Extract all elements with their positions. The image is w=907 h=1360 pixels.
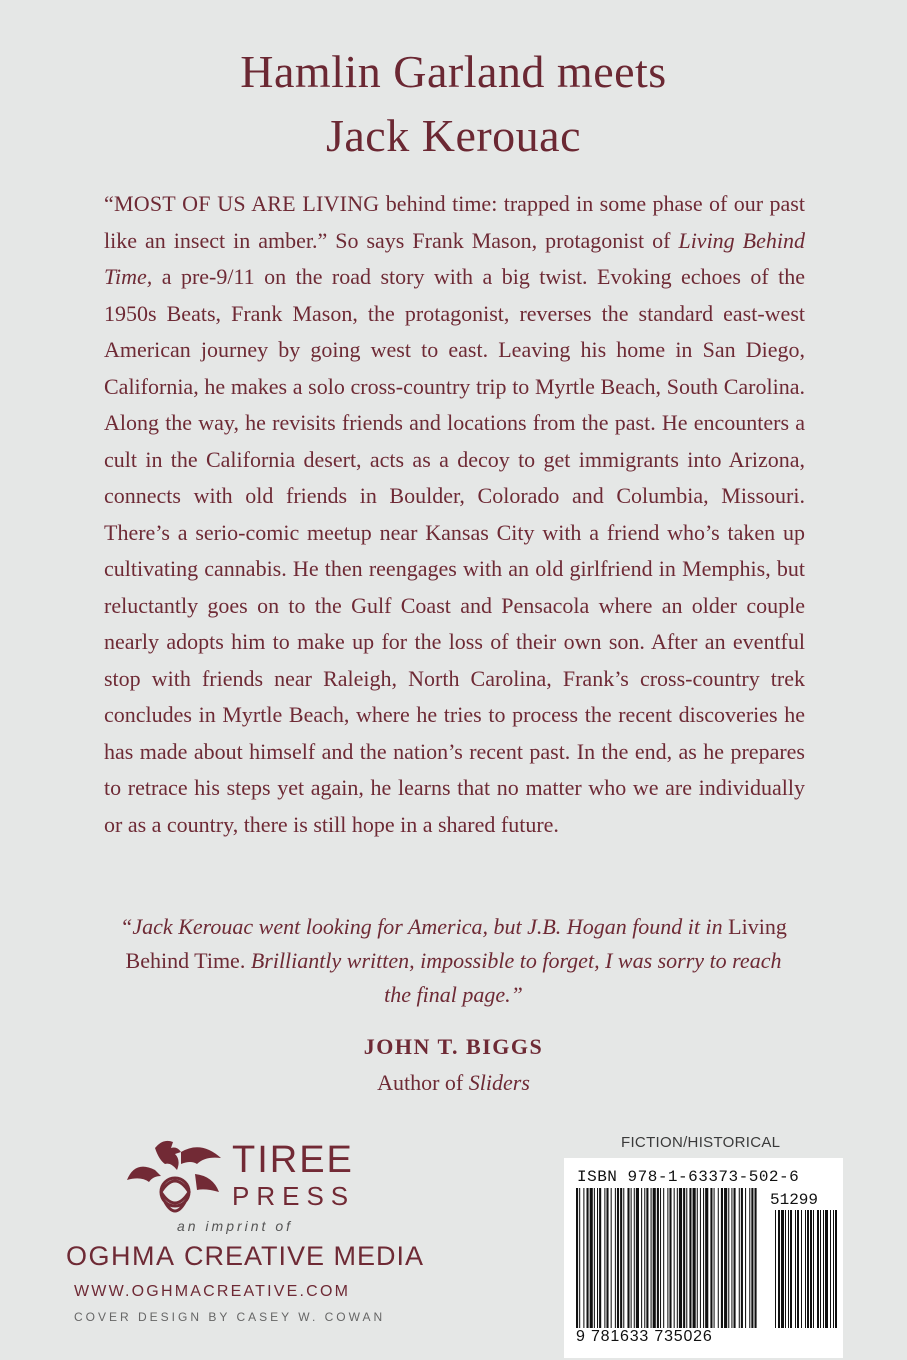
barcode-bar [617, 1188, 619, 1328]
isbn-barcode [564, 1158, 843, 1358]
barcode-bar [590, 1188, 593, 1328]
blurb-text-part-1: behind time: trapped in some phase of our past like an insect in amber.” So says Frank Mason, protagonist of [104, 191, 805, 253]
book-blurb [104, 186, 805, 843]
barcode-bar [646, 1188, 648, 1328]
barcode-digits: 9 781633 735026 [576, 1328, 713, 1345]
barcode-addon-bar [807, 1210, 809, 1328]
quote-book-title: Living Behind Time. [125, 914, 787, 973]
barcode-bar [641, 1188, 642, 1328]
blurb-book-title: Living Behind Time, [104, 227, 806, 289]
quote-part-2: Brilliantly written, impossible to forget, I was sorry to reach the final page.” [245, 948, 782, 1007]
barcode-bar [644, 1188, 645, 1328]
parent-publisher-rest: CREATIVE MEDIA [175, 1241, 425, 1271]
barcode-bar [734, 1188, 736, 1328]
imprint-label: an imprint of [176, 1218, 294, 1234]
barcode-bar [689, 1188, 691, 1328]
barcode-bar [741, 1188, 743, 1328]
quote-part-1: “Jack Kerouac went looking for America, but J.B. Hogan found it in [120, 914, 729, 939]
barcode-bar [697, 1188, 698, 1328]
barcode-addon-bar [820, 1210, 821, 1328]
barcode-bar [745, 1188, 746, 1328]
barcode-addon-bar [795, 1210, 796, 1328]
barcode-addon-bar [817, 1210, 819, 1328]
headline-line-1: Hamlin Garland meets [240, 46, 667, 97]
barcode-addon-bar [790, 1210, 792, 1328]
barcode-bar [677, 1188, 678, 1328]
barcode-bar [579, 1188, 580, 1328]
barcode-bar [660, 1188, 661, 1328]
barcode-addon-bar [781, 1210, 784, 1328]
barcode-bar [751, 1188, 753, 1328]
barcode-bar [651, 1188, 652, 1328]
barcode-addon-bar [813, 1210, 814, 1328]
barcode-bar [724, 1188, 727, 1328]
barcode-bar [674, 1188, 675, 1328]
barcode-addon-bar [830, 1210, 831, 1328]
barcode-bar [653, 1188, 656, 1328]
barcode-bar [749, 1188, 750, 1328]
barcode-addon-bar [778, 1210, 780, 1328]
headline [0, 40, 907, 168]
barcode-bar [606, 1188, 608, 1328]
barcode-addon-bar [835, 1210, 837, 1328]
barcode-bar [634, 1188, 635, 1328]
publisher-website: WWW.OGHMACREATIVE.COM [74, 1283, 351, 1300]
publisher-name-line-2: PRESS [232, 1181, 356, 1211]
barcode-bar [576, 1188, 578, 1328]
barcode-bar [693, 1188, 696, 1328]
price-code: 51299 [770, 1191, 819, 1209]
barcode-bar [739, 1188, 740, 1328]
barcode-bar [594, 1188, 595, 1328]
headline-line-2: Jack Kerouac [325, 110, 582, 161]
barcode-bar-group [576, 1188, 837, 1328]
cover-design-credit: COVER DESIGN BY CASEY W. COWAN [74, 1310, 386, 1324]
barcode-bar [686, 1188, 687, 1328]
barcode-bar [587, 1188, 589, 1328]
barcode-bar [623, 1188, 624, 1328]
barcode-bar [667, 1188, 668, 1328]
barcode-addon-bar [825, 1210, 828, 1328]
barcode-bar [663, 1188, 664, 1328]
barcode-bar [714, 1188, 715, 1328]
blurb-lead-caps: “MOST OF US ARE LIVING [104, 191, 380, 216]
barcode-bars [576, 1188, 838, 1338]
barcode-bar [620, 1188, 622, 1328]
barcode-bar [705, 1188, 708, 1328]
barcode-addon-bar [810, 1210, 812, 1328]
barcode-addon-bar [785, 1210, 786, 1328]
barcode-bar [599, 1188, 601, 1328]
barcode-addon-bar [823, 1210, 824, 1328]
dragon-knot-icon [125, 1130, 225, 1220]
barcode-bar [700, 1188, 701, 1328]
barcode-bar [611, 1188, 612, 1328]
genre-label: FICTION/HISTORICAL [621, 1134, 781, 1151]
barcode-bar [583, 1188, 584, 1328]
publisher-block [60, 1125, 470, 1335]
credit-prefix: Author of [377, 1070, 469, 1095]
barcode-addon-bar [833, 1210, 834, 1328]
barcode-addon-bar [797, 1210, 799, 1328]
quote-author: JOHN T. BIGGS [363, 1034, 544, 1059]
barcode-addon-bar [788, 1210, 789, 1328]
barcode-bar [710, 1188, 712, 1328]
parent-publisher-bold: OGHMA [66, 1241, 176, 1271]
publisher-name-line-1: TIREE [232, 1139, 354, 1181]
barcode-bar [631, 1188, 632, 1328]
barcode-bar [597, 1188, 598, 1328]
barcode-addon-bar [801, 1210, 802, 1328]
barcode-bar [604, 1188, 605, 1328]
barcode-bar [755, 1188, 757, 1328]
barcode-bar [728, 1188, 729, 1328]
blurb-text-part-2: a pre-9/11 on the road story with a big twist. Evoking echoes of the 1950s Beats, Frank Mason, the protagonist, reverses the standard east-west American journey by going west to east. Leaving his home in San Diego, California, he makes a solo cross-country trip to Myrtle Beach, South Carolina. Along the way, he revisits friends and locations from the past. He encounters a cult in the California desert, acts as a decoy to get immigrants into Arizona, connects with old friends in Boulder, Colorado and Columbia, Missouri. There’s a serio-comic meetup near Kansas City with a friend who’s taken up cultivating cannabis. He then reengages with an old girlfriend in Memphis, but reluctantly goes on to the Gulf Coast and Pensacola where an older couple nearly adopts him to make up for the loss of their own son. After an eventful stop with friends near Raleigh, North Carolina, Frank’s cross-country trek concludes in Myrtle Beach, where he tries to process the recent discoveries he has made about himself and the nation’s recent past. In the end, as he prepares to retrace his steps yet again, he learns that no matter who we are individually or as a country, there is still hope in a shared future. [104, 264, 805, 837]
barcode-bar [669, 1188, 671, 1328]
barcode-bar [615, 1188, 616, 1328]
barcode-bar [731, 1188, 732, 1328]
review-quote [120, 910, 787, 1012]
parent-publisher [66, 1241, 424, 1272]
isbn-text: ISBN 978-1-63373-502-6 [577, 1168, 800, 1186]
barcode-bar [627, 1188, 629, 1328]
quote-author-credit [0, 1070, 907, 1096]
barcode-addon-bar [775, 1210, 776, 1328]
credit-title: Sliders [468, 1070, 530, 1095]
barcode-bar [703, 1188, 704, 1328]
barcode-bar [679, 1188, 682, 1328]
barcode-bar [636, 1188, 639, 1328]
barcode-bar [657, 1188, 659, 1328]
barcode-bar [718, 1188, 719, 1328]
barcode-bar [683, 1188, 685, 1328]
barcode-bar [721, 1188, 723, 1328]
barcode-addon-bar [805, 1210, 806, 1328]
